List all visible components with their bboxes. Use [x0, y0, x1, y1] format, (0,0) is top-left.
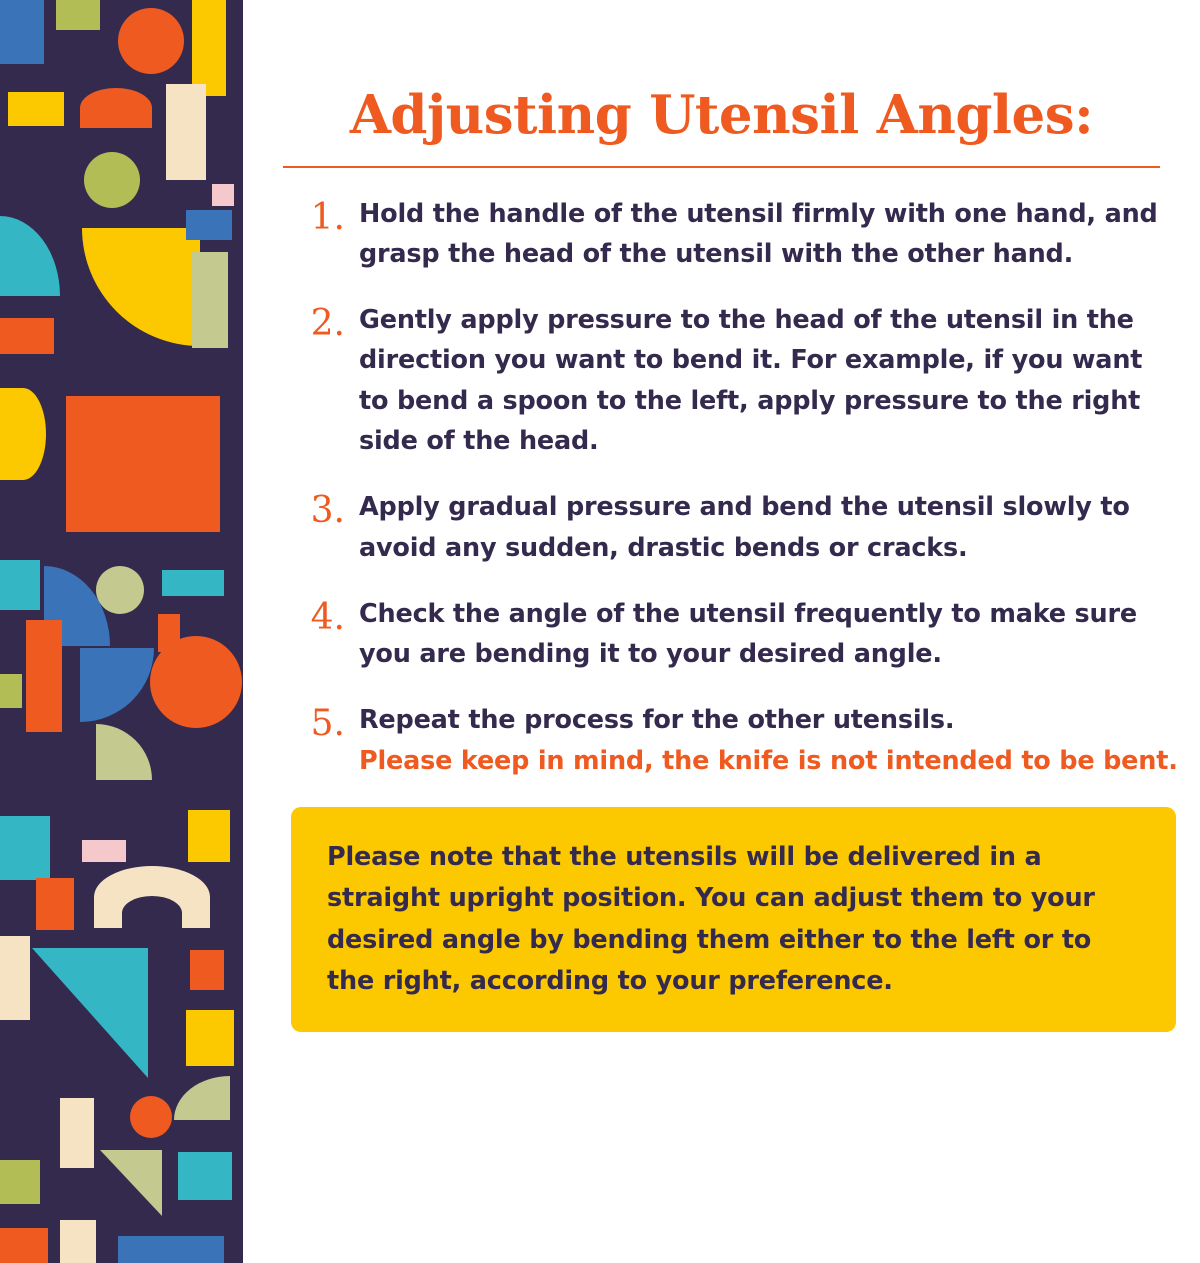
step-text: Apply gradual pressure and bend the utensil slowly to avoid any sudden, drastic bends or cracks.: [359, 492, 1130, 563]
instruction-steps-list: [289, 194, 1180, 781]
pattern-shape-circle: [150, 636, 242, 728]
step-text: Repeat the process for the other utensils.: [359, 705, 955, 736]
pattern-shape-rect: [82, 840, 126, 862]
pattern-shape-rect: [0, 816, 50, 880]
step-text: Gently apply pressure to the head of the utensil in the direction you want to bend it. For example, if you want to bend a spoon to the left, apply pressure to the right side of the head.: [359, 305, 1143, 457]
step-number: 2.: [310, 303, 345, 345]
pattern-shape-rect: [192, 0, 226, 96]
pattern-shape-rect: [188, 810, 230, 862]
pattern-shape-rect: [0, 936, 30, 1020]
delivery-note-callout: Please note that the utensils will be delivered in a straight upright position. You can adjust them to your desired angle by bending them either to the left or to the right, according to your preference.: [291, 807, 1176, 1032]
pattern-shape-triangle: [32, 948, 148, 1078]
step-text: Hold the handle of the utensil firmly with one hand, and grasp the head of the utensil with the other hand.: [359, 198, 1158, 269]
pattern-shape-rect: [118, 1236, 224, 1263]
pattern-shape-circle: [130, 1096, 172, 1138]
step-number: 3.: [310, 490, 345, 532]
step-text-container: [359, 700, 1180, 781]
step-number: 5.: [310, 703, 345, 745]
list-item: [289, 300, 1180, 461]
pattern-shape-quarter-circle: [96, 724, 152, 780]
pattern-shape-half-circle: [80, 88, 152, 128]
title-divider: [283, 166, 1160, 168]
pattern-shape-rect: [0, 1228, 48, 1263]
pattern-shape-rect: [0, 0, 44, 64]
step-text-container: [359, 194, 1180, 275]
pattern-shape-half-circle: [0, 388, 46, 480]
list-item: [289, 700, 1180, 781]
page-title: Adjusting Utensil Angles:: [349, 84, 1094, 146]
pattern-shape-rect: [178, 1152, 232, 1200]
pattern-shape-rect: [186, 210, 232, 240]
step-text-container: [359, 300, 1180, 461]
pattern-shape-circle: [118, 8, 184, 74]
pattern-shape-rect: [186, 1010, 234, 1066]
pattern-shape-triangle: [100, 1150, 162, 1216]
pattern-shape-rect: [60, 1220, 96, 1263]
pattern-shape-rect: [56, 0, 100, 30]
step-warning-note: Please keep in mind, the knife is not intended to be bent.: [359, 745, 1178, 776]
pattern-shape-rect: [26, 620, 62, 732]
list-item: [289, 194, 1180, 275]
pattern-shape-rect: [192, 252, 228, 348]
list-item: [289, 487, 1180, 568]
pattern-shape-rect: [0, 560, 40, 610]
pattern-shape-rect: [0, 496, 44, 554]
pattern-shape-rect: [190, 950, 224, 990]
pattern-shape-circle: [96, 566, 144, 614]
pattern-shape-quarter-circle: [174, 1076, 230, 1120]
pattern-shape-arch-inner: [122, 896, 182, 930]
pattern-shape-rect: [0, 1160, 40, 1204]
pattern-shape-rect: [0, 674, 22, 708]
pattern-shape-rect: [162, 570, 224, 596]
pattern-shape-rect: [60, 1098, 94, 1168]
content-column: [243, 0, 1200, 1263]
list-item: [289, 594, 1180, 675]
pattern-shape-rect: [66, 396, 220, 532]
pattern-shape-rect: [28, 744, 66, 782]
pattern-shape-quarter-circle: [82, 228, 200, 346]
step-text-container: [359, 594, 1180, 675]
pattern-shape-circle: [84, 152, 140, 208]
pattern-shape-rect: [166, 84, 206, 180]
pattern-shape-quarter-circle: [80, 648, 154, 722]
pattern-shape-quarter-circle: [0, 216, 60, 296]
pattern-shape-rect: [212, 184, 234, 206]
step-text: Check the angle of the utensil frequently to make sure you are bending it to your desired angle.: [359, 598, 1137, 670]
pattern-shape-rect: [0, 318, 54, 354]
pattern-shape-rect: [8, 92, 64, 126]
step-number: 4.: [310, 596, 345, 638]
decorative-pattern-column: [0, 0, 243, 1263]
pattern-shape-rect: [36, 878, 74, 930]
step-text-container: [359, 487, 1180, 568]
step-number: 1.: [310, 196, 345, 238]
